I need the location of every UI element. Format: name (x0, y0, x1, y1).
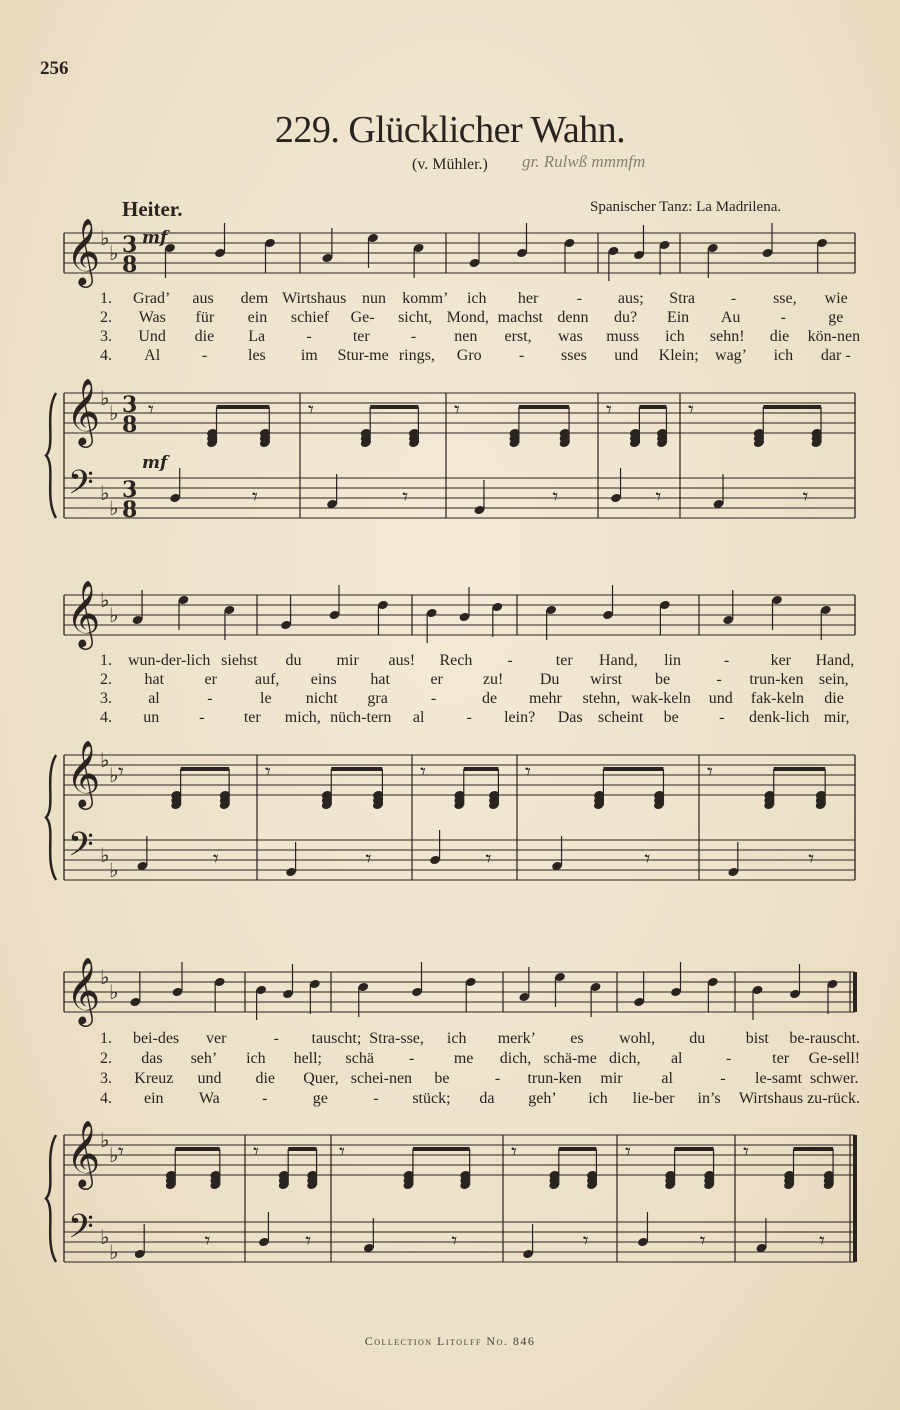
lyric-syllable: ver (205, 1030, 227, 1047)
lyric-syllable: - (430, 690, 437, 707)
verse-number: 4. (100, 1090, 112, 1107)
flat-icon: ♭ (100, 226, 110, 250)
grand-staff-brace (46, 1135, 56, 1262)
lyric-syllable: ter (243, 709, 261, 726)
time-signature-numerator: 3 (122, 392, 138, 418)
lyric-syllable: eins (310, 671, 337, 688)
lyric-syllable: kön-nen (807, 328, 861, 345)
lyric-syllable: in’s (697, 1090, 721, 1107)
lyric-syllable: Grad’ (133, 290, 171, 307)
lyric-line-verse-4 (100, 1090, 860, 1108)
eighth-rest: 𝄾 (148, 398, 154, 423)
lyric-syllable: ge (828, 309, 844, 326)
verse-number: 3. (100, 690, 112, 707)
eighth-rest: 𝄾 (819, 1229, 825, 1254)
lyric-syllable: trun-ken (527, 1070, 582, 1087)
lyric-syllable: Stra (669, 290, 696, 307)
eighth-rest: 𝄾 (252, 485, 258, 510)
eighth-rest: 𝄾 (582, 1229, 589, 1254)
lyric-syllable: dich, (609, 1050, 641, 1067)
lyric-syllable: du (689, 1030, 706, 1047)
eighth-rest: 𝄾 (253, 1140, 259, 1165)
lyric-syllable: sicht, (398, 309, 433, 326)
lyric-syllable: ter (772, 1050, 790, 1067)
eighth-rest: 𝄾 (707, 760, 713, 785)
lyric-line-verse-1 (100, 1030, 860, 1048)
song-title: 229. Glücklicher Wahn. (274, 109, 626, 151)
eighth-rest: 𝄾 (625, 1140, 631, 1165)
lyric-syllable: Rech (439, 652, 473, 669)
eighth-rest: 𝄾 (451, 1229, 458, 1254)
lyric-syllable: bei-des (132, 1030, 180, 1047)
lyric-syllable: wirst (590, 671, 623, 688)
lyric-syllable: Stra-sse, (369, 1030, 424, 1047)
eighth-rest: 𝄾 (802, 485, 809, 510)
lyric-line-verse-1 (100, 290, 860, 308)
lyric-syllable: al (661, 1070, 673, 1087)
flat-icon: ♭ (109, 1143, 119, 1167)
verse-number: 2. (100, 1050, 112, 1067)
verse-number: 1. (100, 1030, 112, 1047)
lyric-line-verse-2 (100, 671, 860, 689)
lyric-syllable: aus! (388, 652, 416, 669)
lyric-line-verse-2 (100, 309, 860, 327)
lyric-syllable: seh’ (190, 1050, 218, 1067)
lyric-syllable: die (194, 328, 215, 345)
eighth-rest: 𝄾 (655, 485, 662, 510)
eighth-rest: 𝄾 (265, 760, 271, 785)
lyric-syllable: schä (345, 1050, 374, 1067)
lyric-syllable: hell; (293, 1050, 322, 1067)
eighth-rest: 𝄾 (308, 398, 314, 423)
lyric-syllable: nun (361, 290, 386, 307)
flat-icon: ♭ (109, 763, 119, 787)
flat-icon: ♭ (100, 1128, 110, 1152)
eighth-rest: 𝄾 (699, 1229, 706, 1254)
lyric-syllable: - (507, 652, 513, 669)
lyric-syllable: was (557, 328, 583, 345)
verse-number: 1. (100, 290, 112, 307)
lyric-syllable: für (195, 309, 215, 326)
lyric-syllable: Kreuz (134, 1070, 174, 1087)
treble-clef-icon: 𝄞 (66, 1119, 101, 1187)
lyric-syllable: - (494, 1070, 501, 1087)
lyric-syllable: - (730, 290, 737, 307)
lyric-syllable: Wa (198, 1090, 220, 1107)
verse-number: 4. (100, 347, 112, 364)
lyric-syllable: be (663, 709, 679, 726)
flat-icon: ♭ (109, 401, 119, 425)
flat-icon: ♭ (109, 980, 119, 1004)
lyric-syllable: denn (557, 309, 589, 326)
lyric-syllable: le (260, 690, 272, 707)
flat-icon: ♭ (109, 1240, 119, 1264)
lyric-syllable: geh’ (528, 1090, 557, 1107)
lyric-syllable: ker (770, 652, 791, 669)
lyric-syllable: mir (336, 652, 359, 669)
tempo-marking: Heiter. (122, 197, 183, 221)
flat-icon: ♭ (109, 858, 119, 882)
flat-icon: ♭ (109, 603, 119, 627)
flat-icon: ♭ (100, 588, 110, 612)
lyric-syllable: die (769, 328, 790, 345)
lyric-syllable: - (373, 1090, 379, 1107)
lyric-syllable: komm’ (402, 290, 449, 307)
lyric-syllable: be (434, 1070, 450, 1087)
lyric-syllable: wag’ (715, 347, 747, 364)
lyric-syllable: mehr (528, 690, 562, 707)
lyric-syllable: sses (561, 347, 587, 364)
lyric-syllable: mir (600, 1070, 623, 1087)
lyric-syllable: schwer. (810, 1070, 859, 1087)
lyric-syllable: er (430, 671, 443, 688)
lyric-syllable: Wirtshaus (282, 290, 347, 307)
bass-clef-icon: 𝄢 (68, 464, 94, 510)
lyric-syllable: erst, (504, 328, 532, 345)
flat-icon: ♭ (100, 748, 110, 772)
lyric-syllable: denk-lich (748, 709, 810, 726)
lyric-syllable: - (410, 328, 417, 345)
verse-number: 3. (100, 1070, 112, 1087)
lyric-syllable: dich, (499, 1050, 532, 1067)
lyric-syllable: mich, (284, 709, 321, 726)
eighth-rest: 𝄾 (365, 847, 372, 872)
lyric-syllable: - (780, 309, 786, 326)
dynamic-marking: mf (142, 453, 168, 473)
lyric-syllable: Ge- (350, 309, 375, 326)
lyric-syllable: im (300, 347, 318, 364)
lyric-syllable: zu! (482, 671, 504, 688)
lyric-syllable: die (255, 1070, 275, 1087)
lyric-line-verse-3 (100, 690, 860, 708)
lyric-syllable: Du (539, 671, 560, 688)
lyric-syllable: stehn, (582, 690, 621, 707)
lyric-syllable: La (248, 328, 266, 345)
eighth-rest: 𝄾 (688, 398, 694, 423)
lyric-syllable: Hand, (599, 652, 638, 669)
bass-clef-icon: 𝄢 (68, 826, 94, 872)
lyric-syllable: al (412, 709, 425, 726)
lyric-syllable: scheint (598, 709, 644, 726)
lyric-syllable: ter (352, 328, 370, 345)
eighth-rest: 𝄾 (118, 760, 124, 785)
flat-icon: ♭ (100, 965, 110, 989)
lyric-syllable: fak-keln (750, 690, 805, 707)
lyric-syllable: - (262, 1090, 268, 1107)
lyric-syllable: - (723, 652, 730, 669)
lyric-syllable: - (408, 1050, 415, 1067)
eighth-rest: 𝄾 (204, 1229, 211, 1254)
time-signature-numerator: 3 (122, 232, 138, 258)
lyric-syllable: auf, (254, 671, 280, 688)
lyricist-credit: (v. Mühler.) (412, 156, 488, 173)
lyric-syllable: hat (370, 671, 390, 688)
lyric-syllable: Ge-sell! (808, 1050, 861, 1067)
eighth-rest: 𝄾 (212, 847, 219, 872)
lyric-syllable: ich (246, 1050, 266, 1067)
lyric-syllable: ter (555, 652, 573, 669)
lyric-syllable: mir, (823, 709, 850, 726)
lyric-syllable: - (207, 690, 213, 707)
lyric-syllable: merk’ (497, 1030, 536, 1047)
grand-staff-brace (46, 393, 56, 518)
treble-clef-icon: 𝄞 (66, 579, 101, 647)
lyric-syllable: Und (138, 328, 166, 345)
eighth-rest: 𝄾 (511, 1140, 517, 1165)
verse-number: 2. (100, 671, 112, 688)
lyric-syllable: ich (588, 1090, 608, 1107)
lyric-syllable: Klein; (658, 347, 699, 364)
lyric-syllable: wun-der-lich (128, 652, 211, 669)
lyric-syllable: dem (240, 290, 269, 307)
verse-number: 3. (100, 328, 112, 345)
lyric-syllable: es (570, 1030, 584, 1047)
lyric-syllable: be-rauscht. (789, 1030, 861, 1047)
verse-number: 1. (100, 652, 112, 669)
lyric-syllable: nüch-tern (330, 709, 392, 726)
flat-icon: ♭ (100, 1225, 110, 1249)
lyric-syllable: und (614, 347, 639, 364)
treble-clef-icon: 𝄞 (66, 377, 101, 445)
lyric-syllable: Stur-me (337, 347, 389, 364)
lyric-syllable: sehn! (709, 328, 745, 345)
eighth-rest: 𝄾 (454, 398, 460, 423)
time-signature-denominator: 8 (122, 252, 138, 278)
lyric-syllable: und (197, 1070, 222, 1087)
eighth-rest: 𝄾 (743, 1140, 749, 1165)
lyric-line-verse-3 (100, 328, 860, 346)
lyric-syllable: siehst (221, 652, 258, 669)
lyric-syllable: me (453, 1050, 474, 1067)
lyric-syllable: un (143, 709, 160, 726)
lyric-syllable: - (725, 1050, 732, 1067)
flat-icon: ♭ (109, 496, 119, 520)
lyric-syllable: sein, (818, 671, 849, 688)
eighth-rest: 𝄾 (339, 1140, 345, 1165)
eighth-rest: 𝄾 (644, 847, 651, 872)
lyric-syllable: du (285, 652, 302, 669)
lyric-syllable: ich (773, 347, 794, 364)
lyric-line-verse-4 (100, 347, 860, 365)
lyric-line-verse-3 (100, 1070, 860, 1088)
treble-clef-icon: 𝄞 (66, 956, 101, 1024)
lyric-syllable: ein (247, 309, 268, 326)
lyric-syllable: du? (613, 309, 638, 326)
lyric-line-verse-2 (100, 1050, 860, 1068)
eighth-rest: 𝄾 (118, 1140, 124, 1165)
eighth-rest: 𝄾 (606, 398, 612, 423)
lyric-syllable: - (518, 347, 525, 364)
lyric-syllable: schief (290, 309, 330, 326)
lyric-syllable: hat (144, 671, 165, 688)
eighth-rest: 𝄾 (402, 485, 409, 510)
lyric-syllable: das (141, 1050, 163, 1067)
eighth-rest: 𝄾 (808, 847, 815, 872)
eighth-rest: 𝄾 (420, 760, 426, 785)
lyric-syllable: Gro (456, 347, 482, 364)
time-signature-numerator: 3 (122, 477, 138, 503)
lyric-syllable: - (201, 347, 208, 364)
time-signature-denominator: 8 (122, 412, 138, 438)
lyric-line-verse-1 (100, 652, 860, 670)
lyric-syllable: lein? (504, 709, 536, 726)
lyric-syllable: les (248, 347, 266, 364)
lyric-syllable: dar - (820, 347, 851, 364)
lyric-syllable: schei-nen (350, 1070, 413, 1087)
lyric-syllable: und (708, 690, 733, 707)
lyric-syllable: Mond, (446, 309, 489, 326)
treble-clef-icon: 𝄞 (66, 217, 101, 285)
lyric-syllable: Ein (666, 309, 690, 326)
lyric-syllable: al (670, 1050, 683, 1067)
lyric-syllable: Quer, (303, 1070, 339, 1087)
grand-staff-brace (46, 755, 56, 880)
dance-subtitle: Spanischer Tanz: La Madrilena. (590, 199, 782, 215)
lyric-syllable: ich (665, 328, 685, 345)
lyric-syllable: - (466, 709, 472, 726)
lyric-line-verse-4 (100, 709, 860, 727)
handwritten-annotation: gr. Rulwß mmmfm (522, 152, 646, 171)
bass-clef-icon: 𝄢 (68, 1208, 94, 1254)
treble-clef-icon: 𝄞 (66, 739, 101, 807)
lyric-syllable: lin (664, 652, 681, 669)
lyric-syllable: - (576, 290, 583, 307)
lyric-syllable: Al (144, 347, 161, 364)
lyric-syllable: die (824, 690, 844, 707)
lyric-syllable: - (716, 671, 722, 688)
lyric-syllable: wohl, (619, 1030, 656, 1047)
lyric-syllable: Au (720, 309, 741, 326)
eighth-rest: 𝄾 (525, 760, 531, 785)
lyric-syllable: wak-keln (631, 690, 691, 707)
lyric-syllable: tauscht; (311, 1030, 362, 1047)
lyric-syllable: her (517, 290, 539, 307)
lyric-syllable: ge (312, 1090, 328, 1107)
lyric-syllable: de (481, 690, 498, 707)
lyric-syllable: muss (606, 328, 640, 345)
lyric-syllable: nen (454, 328, 478, 345)
lyric-syllable: Wirtshaus (738, 1090, 804, 1107)
flat-icon: ♭ (100, 481, 110, 505)
lyric-syllable: aus (192, 290, 214, 307)
flat-icon: ♭ (100, 386, 110, 410)
lyric-syllable: schä-me (543, 1050, 597, 1067)
lyric-syllable: stück; (412, 1090, 451, 1107)
lyric-syllable: lie-ber (632, 1090, 675, 1107)
lyric-syllable: machst (497, 309, 543, 326)
lyric-syllable: trun-ken (749, 671, 804, 688)
lyric-syllable: zu-rück. (807, 1090, 860, 1107)
verse-number: 4. (100, 709, 112, 726)
verse-number: 2. (100, 309, 112, 326)
lyric-syllable: al (148, 690, 160, 707)
page-number: 256 (40, 58, 69, 79)
eighth-rest: 𝄾 (485, 847, 492, 872)
lyric-syllable: bist (745, 1030, 769, 1047)
time-signature-denominator: 8 (122, 497, 138, 523)
lyric-syllable: ich (446, 1030, 467, 1047)
lyric-syllable: gra (367, 690, 388, 707)
lyric-syllable: - (273, 1030, 279, 1047)
lyric-syllable: Das (557, 709, 583, 726)
lyric-syllable: aus; (617, 290, 644, 307)
eighth-rest: 𝄾 (305, 1229, 312, 1254)
lyric-syllable: er (204, 671, 217, 688)
lyric-syllable: - (719, 709, 725, 726)
lyric-syllable: le-samt (755, 1070, 803, 1087)
eighth-rest: 𝄾 (552, 485, 559, 510)
flat-icon: ♭ (109, 241, 119, 265)
dynamic-marking: mf (142, 228, 168, 248)
lyric-syllable: - (199, 709, 205, 726)
lyric-syllable: ich (466, 290, 487, 307)
lyric-syllable: rings, (398, 347, 435, 364)
publisher-footer: Collection Litolff No. 846 (364, 1334, 536, 1348)
lyric-syllable: nicht (305, 690, 338, 707)
flat-icon: ♭ (100, 843, 110, 867)
lyric-syllable: - (306, 328, 312, 345)
lyric-syllable: Was (138, 309, 166, 326)
lyric-syllable: be (655, 671, 671, 688)
lyric-syllable: - (720, 1070, 726, 1087)
lyric-syllable: sse, (773, 290, 797, 307)
lyric-syllable: Hand, (815, 652, 855, 669)
lyric-syllable: ein (143, 1090, 164, 1107)
lyric-syllable: wie (824, 290, 848, 307)
lyric-syllable: da (479, 1090, 495, 1107)
